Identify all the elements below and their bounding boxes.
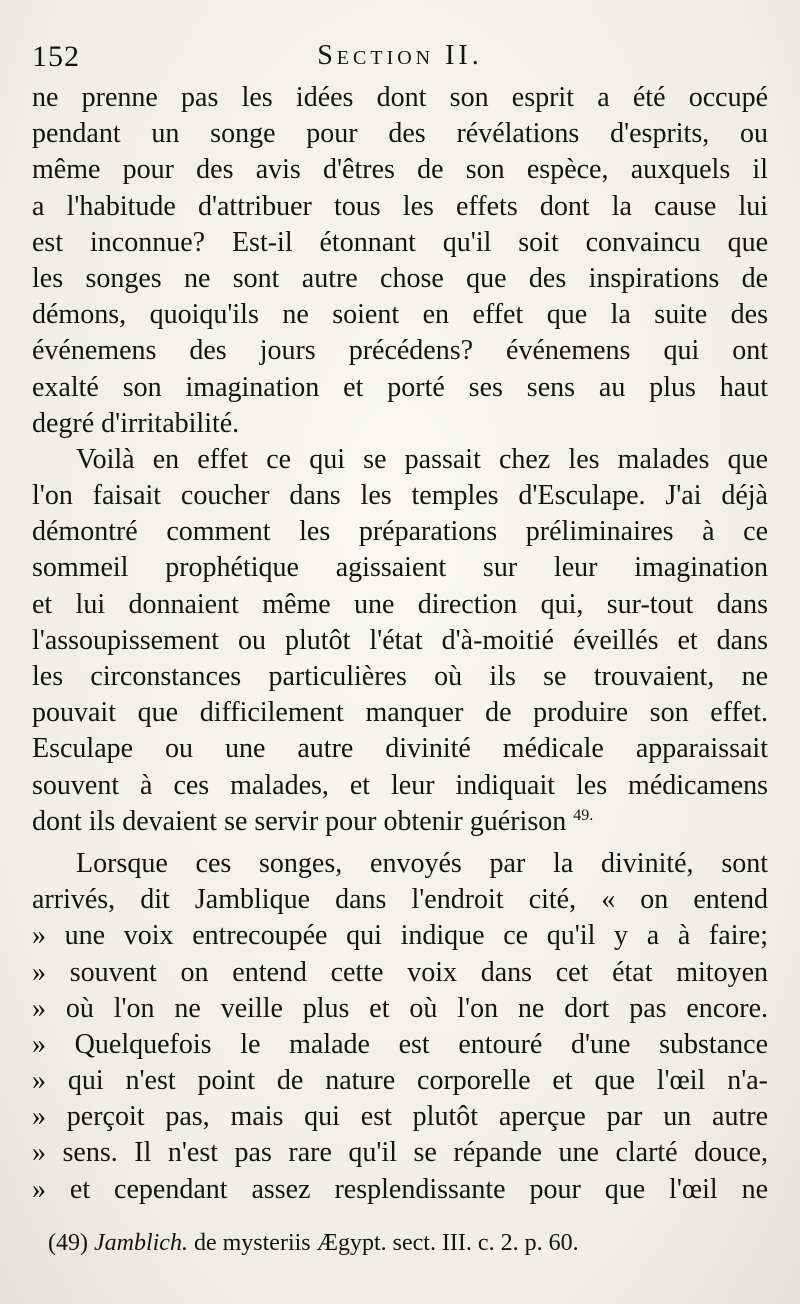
text-line	[32, 804, 768, 840]
text-line: Voilà en effet ce qui se passait chez les malades que	[76, 443, 768, 475]
text-line: même pour des avis d'êtres de son espèce, auxquels il	[32, 154, 768, 186]
text-line: démons, quoiqu'ils ne soient en effet que la suite des	[32, 299, 768, 331]
text-line: l'assoupissement ou plutôt l'état d'à-moitié éveillés et dans	[32, 624, 768, 656]
text-line: arrivés, dit Jamblique dans l'endroit cité, « on entend	[32, 884, 768, 916]
text-line: » sens. Il n'est pas rare qu'il se répande une clarté douce,	[32, 1137, 768, 1169]
text-line: les songes ne sont autre chose que des inspirations de	[32, 262, 768, 294]
text-line: exalté son imagination et porté ses sens au plus haut	[32, 371, 768, 403]
text-line: pouvait que difficilement manquer de produire son effet.	[32, 697, 768, 729]
body-text	[32, 80, 768, 1208]
text-line: » et cependant assez resplendissante pour que l'œil ne	[32, 1173, 768, 1205]
text-line: événemens des jours précédens? événemens qui ont	[32, 335, 768, 367]
footnote	[48, 1228, 768, 1258]
text-line: sommeil prophétique agissaient sur leur imagination	[32, 552, 768, 584]
text-line: l'on faisait coucher dans les temples d'Esculape. J'ai déjà	[32, 480, 768, 512]
text-line: a l'habitude d'attribuer tous les effets dont la cause lui	[32, 190, 768, 222]
paragraph-2	[32, 442, 768, 840]
footnote-reference[interactable]: 49.	[573, 806, 594, 824]
text-line: ne prenne pas les idées dont son esprit a été occupé	[32, 82, 768, 113]
text-line: » une voix entrecoupée qui indique ce qu'il y a à faire;	[32, 920, 768, 952]
footnote-text: de mysteriis Ægypt. sect. III. c. 2. p. 60.	[193, 1230, 579, 1256]
text-line: Lorsque ces songes, envoyés par la divinité, sont	[76, 847, 768, 879]
text-line-content: dont ils devaient se servir pour obtenir guérison	[32, 805, 567, 837]
text-line: souvent à ces malades, et leur indiquait les médicamens	[32, 769, 768, 801]
text-line: et lui donnaient même une direction qui, sur-tout dans	[32, 588, 768, 620]
page-header	[32, 34, 768, 78]
text-line: » perçoit pas, mais qui est plutôt aperçue par un autre	[32, 1101, 768, 1133]
text-line: » qui n'est point de nature corporelle et que l'œil n'a-	[32, 1065, 768, 1097]
page-number: 152	[32, 40, 80, 73]
footnote-author: Jamblich.	[93, 1230, 188, 1256]
text-line: » Quelquefois le malade est entouré d'une substance	[32, 1028, 768, 1060]
text-line: est inconnue? Est-il étonnant qu'il soit convaincu que	[32, 226, 768, 258]
text-line: les circonstances particulières où ils se trouvaient, ne	[32, 661, 768, 692]
text-line: » où l'on ne veille plus et où l'on ne dort pas encore.	[32, 992, 768, 1024]
paragraph-1	[32, 80, 768, 442]
text-line: démontré comment les préparations préliminaires à ce	[32, 516, 768, 548]
paragraph-3	[32, 846, 768, 1208]
footnote-number: (49)	[48, 1230, 88, 1256]
text-line: degré d'irritabilité.	[32, 407, 240, 439]
running-head: Section II.	[317, 40, 483, 71]
text-line: pendant un songe pour des révélations d'esprits, ou	[32, 118, 768, 150]
text-line: Esculape ou une autre divinité médicale apparaissait	[32, 733, 768, 765]
text-line: » souvent on entend cette voix dans cet état mitoyen	[32, 956, 768, 988]
